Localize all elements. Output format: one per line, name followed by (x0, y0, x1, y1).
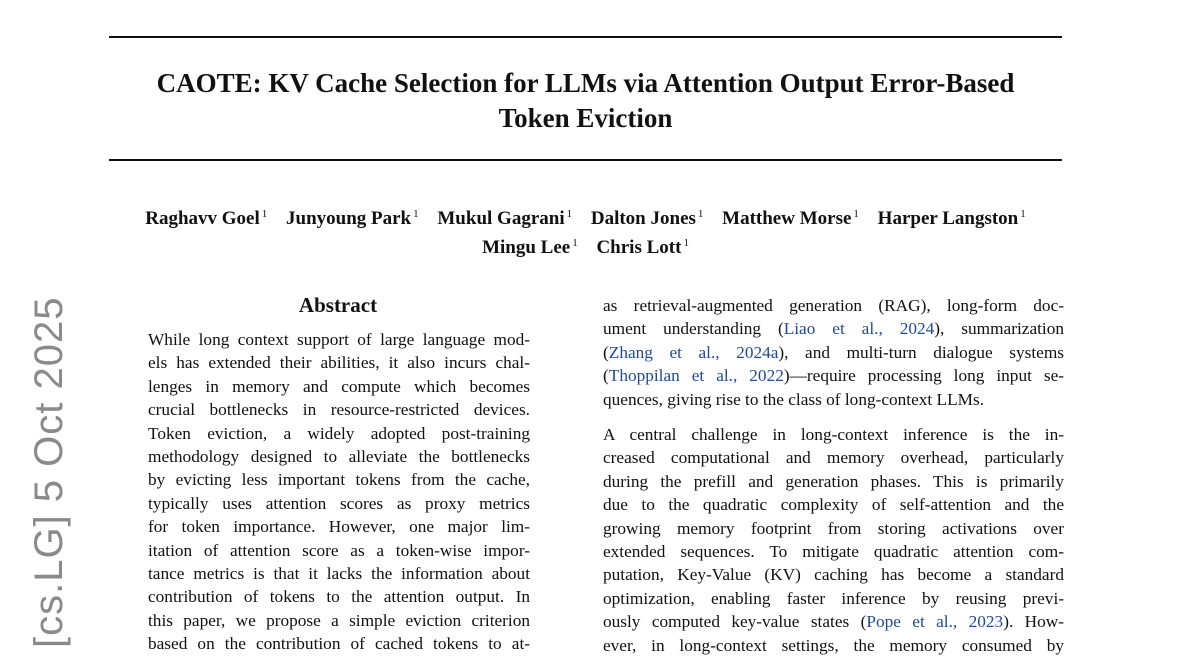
abstract-line: itation of attention score as a token-wise impor- (148, 540, 530, 560)
intro-paragraph-1 (603, 294, 1064, 411)
intro-line: creased computational and memory overhead, particularly (603, 448, 1064, 468)
abstract-line: typically uses attention scores as proxy metrics (148, 493, 530, 513)
intro-line: ever, in long-context settings, the memory consumed by (603, 635, 1064, 655)
title-top-rule (109, 36, 1062, 38)
citation-link[interactable]: Liao et al., 2024 (783, 319, 935, 339)
abstract-line: methodology designed to alleviate the bottlenecks (148, 447, 530, 467)
abstract-line: crucial bottlenecks in resource-restricted devices. (148, 400, 530, 420)
intro-paragraph-2 (603, 423, 1064, 657)
abstract-line: While long context support of large language mod- (148, 330, 530, 349)
intro-line: due to the quadratic complexity of self-attention and the (603, 495, 1064, 515)
intro-line: optimization, enabling faster inference by reusing previ- (603, 588, 1064, 608)
abstract-heading: Abstract (298, 293, 378, 317)
introduction-body (603, 294, 1064, 669)
intro-line: quences, giving rise to the class of long-context LLMs. (603, 389, 985, 409)
paper-title (109, 66, 1062, 136)
citation-link[interactable]: Pope et al., 2023 (866, 612, 1004, 632)
abstract-body (148, 328, 530, 656)
intro-line: ument understanding (Liao et al., 2024), summarization (603, 319, 1064, 339)
abstract-line: by evicting less important tokens from the cache, (148, 470, 530, 490)
intro-line: during the prefill and generation phases. This is primarily (603, 471, 1064, 491)
arxiv-stamp: [cs.LG] 5 Oct 2025 (27, 296, 71, 648)
abstract-line: for token importance. However, one major lim- (148, 517, 530, 537)
intro-line: as retrieval-augmented generation (RAG), long-form doc- (603, 296, 1064, 315)
abstract-line: based on the contribution of cached tokens to at- (148, 634, 530, 654)
abstract-line: Token eviction, a widely adopted post-training (148, 423, 530, 443)
abstract-line: tance metrics is that it lacks the information about (148, 564, 530, 584)
intro-line: ously computed key-value states (Pope et al., 2023). How- (603, 612, 1064, 632)
author: Mingu Lee $^1$ (482, 237, 578, 258)
intro-line: A central challenge in long-context inference is the in- (603, 425, 1064, 445)
abstract-line: lenges in memory and compute which becomes (148, 376, 530, 396)
author: Dalton Jones $^1$ (590, 208, 704, 229)
author: Chris Lott $^1$ (596, 237, 689, 258)
intro-line: (Zhang et al., 2024a), and multi-turn dialogue systems (603, 342, 1064, 362)
title-line-1: CAOTE: KV Cache Selection for LLMs via Attention Output Error-Based (156, 68, 1015, 98)
abstract-line: contribution of tokens to the attention output. In (148, 587, 530, 607)
abstract-line: this paper, we propose a simple eviction criterion (148, 610, 530, 630)
author: Mukul Gagrani $^1$ (437, 208, 573, 229)
title-bottom-rule (109, 159, 1062, 161)
author: Matthew Morse $^1$ (722, 208, 859, 229)
author: Raghavv Goel $^1$ (145, 208, 268, 229)
author-line-2 (109, 231, 1062, 260)
author: Junyoung Park $^1$ (286, 208, 419, 229)
intro-line: extended sequences. To mitigate quadratic attention com- (603, 542, 1064, 562)
citation-link[interactable]: Zhang et al., 2024a (608, 342, 779, 362)
abstract-line: els has extended their abilities, it also incurs chal- (148, 353, 530, 373)
author-list (109, 202, 1062, 260)
author-line-1 (109, 202, 1062, 231)
citation-link[interactable]: Thoppilan et al., 2022 (608, 366, 784, 386)
intro-line: (Thoppilan et al., 2022)—require processing long input se- (603, 366, 1065, 386)
author: Harper Langston $^1$ (877, 208, 1026, 229)
title-line-2: Token Eviction (498, 103, 673, 133)
intro-line: putation, Key-Value (KV) caching has become a standard (603, 565, 1064, 585)
intro-line: growing memory footprint from storing activations over (603, 518, 1064, 538)
